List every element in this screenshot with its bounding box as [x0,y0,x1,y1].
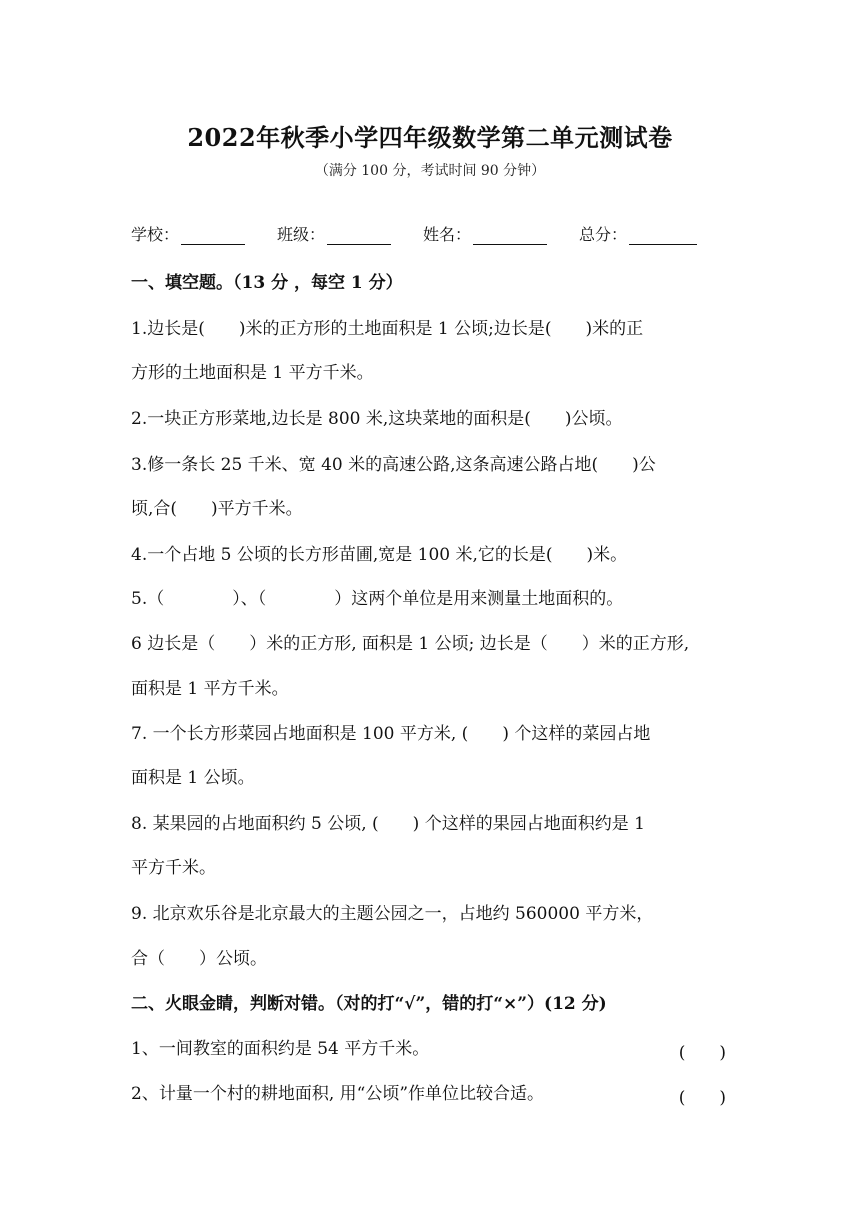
question-line: 5.（ ）、（ ）这两个单位是用来测量土地面积的。 [131,589,624,609]
question-line: 2.一块正方形菜地,边长是 800 米,这块菜地的面积是( )公顷。 [131,409,623,429]
judgement-answer-box[interactable]: ( ) [678,1088,726,1108]
total-field [579,222,697,245]
question-line: 合（ ）公顷。 [131,949,267,969]
question-line: 9. 北京欢乐谷是北京最大的主题公园之一，占地约 560000 平方米， [131,904,654,924]
section2-heading: 二、火眼金睛，判断对错。（对的打“√”，错的打“×”）(12 分) [131,994,607,1014]
question-line: 1.边长是( )米的正方形的土地面积是 1 公顷;边长是( )米的正 [131,319,644,339]
question-line: 8. 某果园的占地面积约 5 公顷, ( ) 个这样的果园占地面积约是 1 [131,814,645,834]
school-field [131,222,245,245]
question-line: 4.一个占地 5 公顷的长方形苗圃,宽是 100 米,它的长是( )米。 [131,545,628,565]
question-line: 6 边长是（ ）米的正方形, 面积是 1 公顷; 边长是（ ）米的正方形, [131,634,690,654]
class-blank[interactable] [327,228,391,245]
school-label: 学校： [131,225,180,244]
question-line: 顷,合( )平方千米。 [131,499,303,519]
judgement-item: 2、计量一个村的耕地面积, 用“公顷”作单位比较合适。 [131,1084,545,1104]
question-line: 平方千米。 [131,858,216,878]
question-line: 方形的土地面积是 1 平方千米。 [131,363,374,383]
class-field [277,222,391,245]
name-field [423,222,547,245]
class-label: 班级： [277,225,326,244]
judgement-answer-box[interactable]: ( ) [678,1043,726,1063]
student-info-row [131,222,740,245]
question-line: 面积是 1 公顷。 [131,768,255,788]
question-line: 7. 一个长方形菜园占地面积是 100 平方米, ( ) 个这样的菜园占地 [131,724,651,744]
page-subtitle: （满分 100 分，考试时间 90 分钟） [314,163,546,179]
name-blank[interactable] [473,228,547,245]
question-line: 3.修一条长 25 千米、宽 40 米的高速公路,这条高速公路占地( )公 [131,455,656,475]
total-blank[interactable] [629,228,697,245]
total-label: 总分： [579,225,628,244]
question-line: 面积是 1 平方千米。 [131,679,289,699]
judgement-item: 1、一间教室的面积约是 54 平方千米。 [131,1039,430,1059]
school-blank[interactable] [181,228,245,245]
page-title: 2022年秋季小学四年级数学第二单元测试卷 [187,123,673,152]
name-label: 姓名： [423,225,472,244]
section1-heading: 一、填空题。（13 分 ，每空 1 分） [131,273,403,293]
